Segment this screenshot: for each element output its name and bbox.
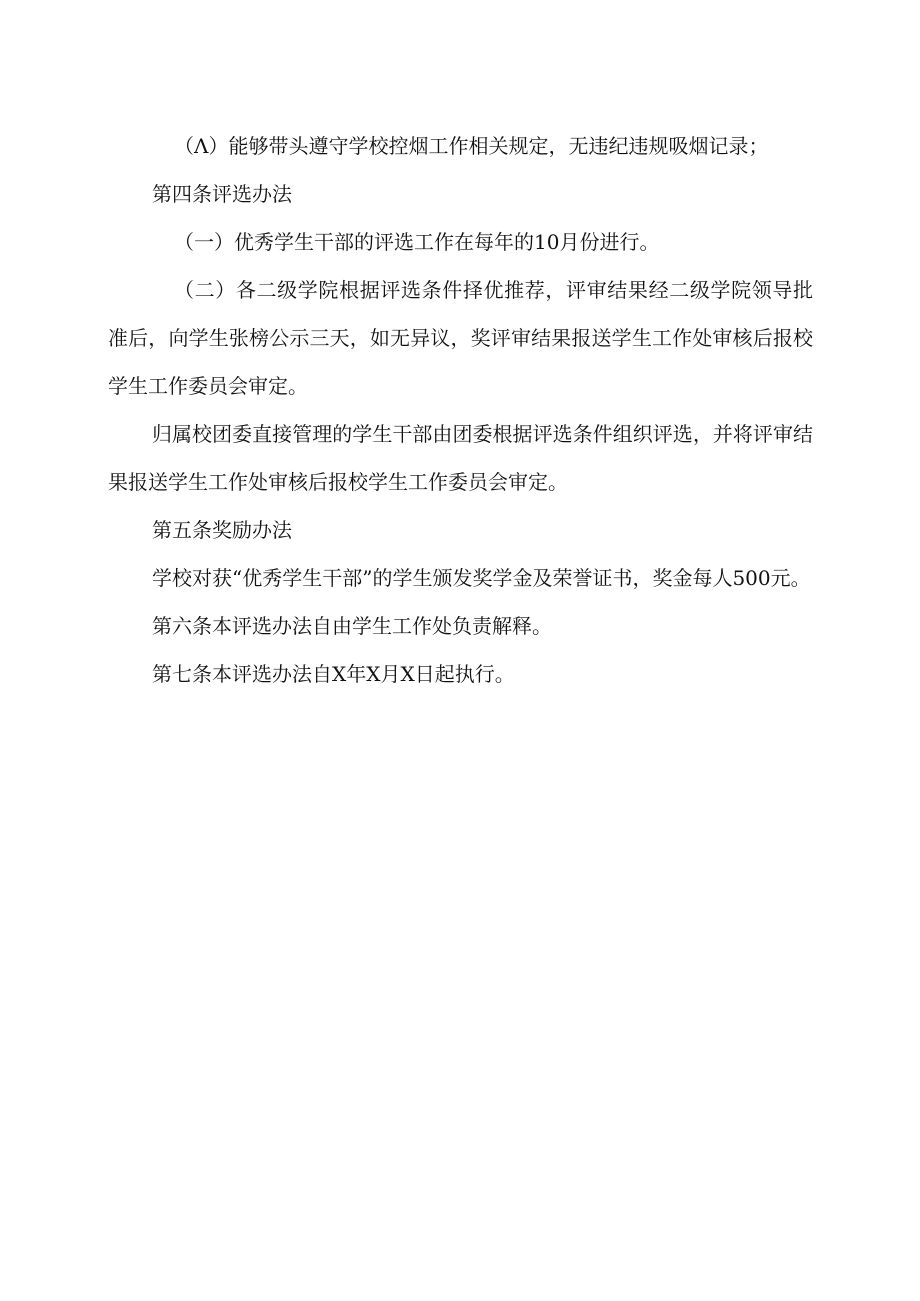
article-5-heading: 第五条奖励办法 (152, 518, 292, 542)
clause-youth-league: 归属校团委直接管理的学生干部由团委根据评选条件组织评选，并将评审结果报送学生工作处审核后报校学生工作委员会审定。 (108, 422, 813, 494)
article-4-heading: 第四条评选办法 (152, 182, 292, 206)
document-body (108, 122, 813, 698)
article-7: 第七条本评选办法自X年X月X日起执行。 (152, 662, 515, 686)
clause-selection-time: （一）优秀学生干部的评选工作在每年的10月份进行。 (174, 230, 660, 254)
clause-college-recommendation: （二）各二级学院根据评选条件择优推荐，评审结果经二级学院领导批准后，向学生张榜公示三天，如无异议，奖评审结果报送学生工作处审核后报校学生工作委员会审定。 (108, 278, 813, 398)
article-6: 第六条本评选办法自由学生工作处负责解释。 (152, 614, 552, 638)
clause-reward: 学校对获“优秀学生干部”的学生颁发奖学金及荣誉证书，奖金每人500元。 (152, 566, 811, 590)
clause-smoking-control: （Λ）能够带头遵守学校控烟工作相关规定，无违纪违规吸烟记录； (174, 134, 769, 158)
